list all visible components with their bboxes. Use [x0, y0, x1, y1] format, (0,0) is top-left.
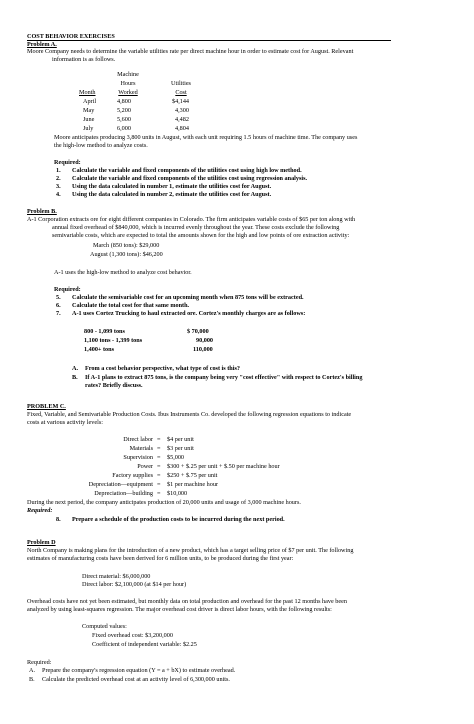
equals-sign: =	[157, 463, 161, 470]
subquestion-b-label: B.	[72, 374, 78, 381]
problem-d-overhead-line1: Overhead costs have not yet been estimated, but monthly data on total production and overhead for the past 12 months have been	[27, 598, 347, 605]
required-item: Using the data calculated in number 2, estimate the utilities cost for August.	[72, 191, 272, 198]
table-row-month: June	[83, 116, 95, 123]
charge-amount: 110,000	[193, 346, 213, 353]
problem-a-note-line1: Moore anticipates producing 3,800 units in August, with each unit requiring 1.5 hours of machine time. The company uses	[54, 134, 358, 141]
computed-values-label: Computed values:	[82, 623, 127, 630]
col-header-machine: Machine	[117, 71, 139, 78]
required-item: Calculate the semivariable cost for an upcoming month when 875 tons will be extracted.	[72, 294, 304, 301]
problem-b-title: Problem B.	[27, 208, 57, 215]
required-number: B.	[29, 676, 35, 683]
table-row-cost: 4,804	[175, 125, 189, 132]
required-number: 6.	[56, 302, 61, 309]
required-number: A.	[29, 667, 36, 674]
problem-a-intro-line2: information is as follows.	[52, 56, 116, 63]
table-row-month: July	[83, 125, 94, 132]
equation-label: Depreciation—building	[94, 490, 153, 497]
required-number: 3.	[56, 183, 61, 190]
equation-value: $4 per unit	[167, 436, 194, 443]
subquestion-a-label: A.	[72, 365, 79, 372]
equation-value: $3 per unit	[167, 445, 194, 452]
charge-range: 1,100 tons - 1,399 tons	[84, 337, 143, 344]
problem-a-title: Problem A.	[27, 41, 57, 48]
problem-b-method: A-1 uses the high-low method to analyze cost behavior.	[54, 269, 192, 276]
col-header-hours: Hours	[120, 80, 136, 87]
subquestion-b-text-line2: rates? Briefly discuss.	[85, 382, 143, 389]
required-item: A-1 uses Cortez Trucking to haul extracted ore. Cortez's monthly charges are as follows:	[72, 310, 306, 317]
charge-amount: $ 70,000	[187, 328, 209, 335]
high-low-march: March (850 tons): $29,000	[93, 242, 160, 249]
table-row-cost: 4,482	[175, 116, 189, 123]
required-item: Calculate the predicted overhead cost at an activity level of 6,300,000 units.	[42, 676, 230, 683]
equation-label: Power	[137, 463, 153, 470]
table-row-hours: 4,800	[117, 98, 131, 105]
document-heading: COST BEHAVIOR EXERCISES	[27, 33, 115, 40]
problem-c-required-label: Required:	[27, 507, 53, 514]
problem-a-note-line2: the high-low method to analyze costs.	[54, 142, 148, 149]
problem-d-title: Problem D	[27, 539, 56, 546]
problem-b-intro-line2: annual fixed overhead of $840,000, which is incurred evenly throughout the year. These costs exclude the following	[52, 224, 340, 231]
equation-label: Depreciation—equipment	[88, 481, 153, 488]
equals-sign: =	[157, 481, 161, 488]
required-item: Calculate the variable and fixed components of the utilities cost using high low method.	[72, 167, 302, 174]
problem-b-intro-line3: semivariable costs, which are expected to total the amounts shown for the high and low points of ore extraction activity:	[52, 232, 350, 239]
equation-label: Direct labor	[123, 436, 153, 443]
required-item: Using the data calculated in number 1, estimate the utilities cost for August.	[72, 183, 272, 190]
problem-d-intro-line1: North Company is making plans for the introduction of a new product, which has a target selling price of $7 per unit. The following	[27, 547, 354, 554]
required-item: Prepare the company's regression equation (Y = a + bX) to estimate overhead.	[42, 667, 236, 674]
equation-value: $300 + $.25 per unit + $.50 per machine hour	[167, 463, 280, 470]
table-row-month: May	[83, 107, 95, 114]
table-row-month: April	[83, 98, 97, 105]
problem-c-intro-line2: costs at various activity levels:	[27, 419, 103, 426]
heading-underline	[27, 40, 391, 41]
required-number: 7.	[56, 310, 61, 317]
direct-material-estimate: Direct material: $6,000,000	[82, 573, 151, 580]
required-number: 2.	[56, 175, 61, 182]
equals-sign: =	[157, 472, 161, 479]
required-number: 5.	[56, 294, 61, 301]
problem-c-intro-line1: Fixed, Variable, and Semivariable Production Costs. Ibus Instruments Co. developed the following regression equations to indicate	[27, 411, 352, 418]
equals-sign: =	[157, 490, 161, 497]
equation-value: $1 per machine hour	[167, 481, 219, 488]
direct-labor-estimate: Direct labor: $2,100,000 (at $14 per hour)	[82, 581, 187, 588]
equals-sign: =	[157, 454, 161, 461]
problem-b-required-label: Required:	[54, 286, 81, 293]
fixed-overhead-cost: Fixed overhead cost: $3,200,000	[92, 632, 173, 639]
charge-range: 1,400+ tons	[84, 346, 114, 353]
required-number: 4.	[56, 191, 61, 198]
table-row-hours: 5,600	[117, 116, 131, 123]
table-row-hours: 5,200	[117, 107, 131, 114]
independent-variable-coefficient: Coefficient of independent variable: $2.25	[92, 641, 197, 648]
problem-a-required-label: Required:	[54, 159, 81, 166]
required-item: Prepare a schedule of the production costs to be incurred during the next period.	[72, 516, 285, 523]
problem-a-intro-line1: Moore Company needs to determine the variable utilities rate per direct machine hour in order to estimate cost for August. Relevant	[27, 48, 354, 55]
problem-c-title: PROBLEM C.	[27, 403, 66, 410]
subquestion-b-text-line1: If A-1 plans to extract 875 tons, is the company being very "cost effective" with respect to Cortez's billing	[85, 374, 363, 381]
table-row-hours: 6,000	[117, 125, 131, 132]
equation-label: Materials	[129, 445, 153, 452]
col-header-worked: Worked	[118, 89, 138, 96]
subquestion-a-text: From a cost behavior perspective, what type of cost is this?	[85, 365, 240, 372]
problem-d-intro-line2: estimates of manufacturing costs have been derived for 6 million units, to be produced during the first year:	[27, 555, 294, 562]
equation-value: $10,000	[167, 490, 188, 497]
col-header-month: Month	[79, 89, 96, 96]
problem-b-intro-line1: A-1 Corporation extracts ore for eight different companies in Colorado. The firm anticipates variable costs of $65 per ton along with	[27, 216, 356, 223]
col-header-cost: Cost	[175, 89, 187, 96]
required-item: Calculate the total cost for that same month.	[72, 302, 190, 309]
required-item: Calculate the variable and fixed components of the utilities cost using regression analysis.	[72, 175, 308, 182]
problem-d-overhead-line2: analyzed by using least-squares regression. The major overhead cost driver is direct labor hours, with the following results:	[27, 606, 332, 613]
table-row-cost: 4,300	[175, 107, 189, 114]
charge-range: 800 - 1,099 tons	[84, 328, 125, 335]
required-number: 1.	[56, 167, 61, 174]
high-low-august: August (1,300 tons): $46,200	[90, 251, 163, 258]
equation-label: Factory supplies	[112, 472, 153, 479]
equals-sign: =	[157, 445, 161, 452]
problem-d-required-label: Required:	[27, 659, 52, 666]
equals-sign: =	[157, 436, 161, 443]
charge-amount: 90,000	[196, 337, 214, 344]
equation-value: $250 + $.75 per unit	[167, 472, 218, 479]
problem-c-note: During the next period, the company anticipates production of 20,000 units and usage of 3,000 machine hours.	[27, 499, 301, 506]
equation-value: $5,000	[167, 454, 185, 461]
required-number: 8.	[56, 516, 61, 523]
table-row-cost: $4,144	[172, 98, 190, 105]
equation-label: Supervision	[123, 454, 153, 461]
col-header-utilities: Utilities	[171, 80, 191, 87]
